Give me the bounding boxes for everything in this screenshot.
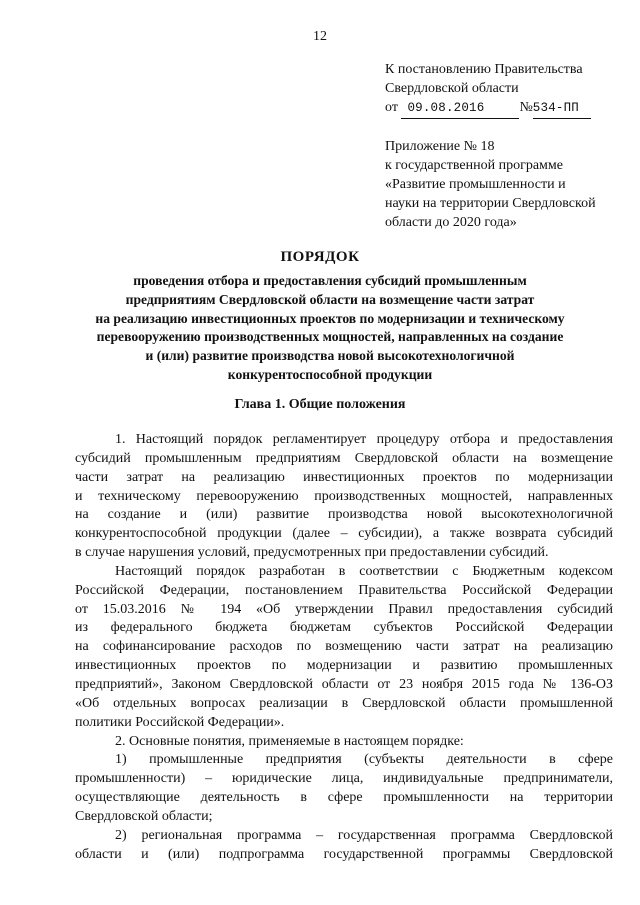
subtitle-line: на реализацию инвестиционных проектов по модернизации и техническому [95,310,565,326]
annex-line: «Развитие промышленности и [385,177,566,192]
paragraph-line: на создание и (или) развитие производства новой высокотехнологичной [75,507,613,523]
body-text [75,431,613,864]
annex-reference [385,137,625,232]
resolution-reference [385,60,625,119]
page-number: 12 [313,29,327,44]
paragraph-line: субсидий промышленным предприятиям Свердловской области на возмещение [75,450,613,466]
paragraph-line: Настоящий порядок разработан в соответствии с Бюджетным кодексом [115,563,613,579]
annex-line: области до 2020 года» [385,215,517,230]
paragraph-line: политики Российской Федерации». [75,714,285,730]
resolution-line-1: К постановлению Правительства [385,62,583,77]
paragraph-line: 2) региональная программа – государственная программа Свердловской [115,827,613,843]
paragraph [75,751,613,826]
subtitle-line: проведения отбора и предоставления субсидий промышленным [133,273,527,288]
resolution-number: 534-ПП [533,99,591,119]
paragraph-line: инвестиционных проектов по модернизации и развитию промышленных [75,658,613,674]
paragraph [75,733,613,752]
paragraph-line: части затрат на реализацию инвестиционных проектов по модернизации [75,469,613,485]
paragraph-line: предприятий», Законом Свердловской области от 23 ноября 2015 года № 136-ОЗ [75,676,613,692]
subtitle-line: конкурентоспособной продукции [227,366,433,382]
paragraph [75,827,613,865]
paragraph-line: 1. Настоящий порядок регламентирует процедуру отбора и предоставления [115,432,613,447]
subtitle-line: и (или) развитие производства новой высокотехнологичной [145,348,515,364]
resolution-date: 09.08.2016 [401,99,519,119]
paragraph-line: Свердловской области; [75,808,213,824]
annex-line: Приложение № 18 [385,139,495,154]
paragraph-line: «Об отдельных вопросах реализации в Свердловской области промышленной [75,695,613,711]
from-label: от [385,100,398,115]
subtitle-line: перевооружению производственных мощностей, направленных на создание [96,329,564,345]
paragraph-line: из федерального бюджета бюджетам субъектов Российской Федерации [75,620,613,636]
resolution-line-2: Свердловской области [385,81,519,96]
paragraph-line: в случае нарушения условий, предусмотренных при предоставлении субсидий. [75,545,549,561]
paragraph [75,431,613,563]
document-subtitle [60,272,600,385]
document-title: ПОРЯДОК [280,249,360,265]
paragraph-line: 2. Основные понятия, применяемые в настоящем порядке: [115,733,464,749]
subtitle-line: предприятиям Свердловской области на возмещение части затрат [125,291,535,307]
paragraph-line: на софинансирование расходов по возмещению части затрат на реализацию [75,639,613,655]
paragraph-line: промышленности) – юридические лица, индивидуальные предприниматели, [75,771,613,787]
paragraph-line: конкурентоспособной продукции (далее – субсидии), а также возврата субсидий [75,526,613,542]
paragraph [75,563,613,733]
paragraph-line: Российской Федерации, постановлением Правительства Российской Федерации [75,582,613,598]
resolution-date-line [385,98,625,119]
paragraph-line: 1) промышленные предприятия (субъекты деятельности в сфере [115,752,613,768]
paragraph-line: и техническому перевооружению производственных мощностей, направленных [75,488,613,504]
annex-line: к государственной программе [385,158,563,173]
chapter-heading: Глава 1. Общие положения [234,397,406,412]
number-label: № [519,100,533,115]
paragraph-line: осуществляющие деятельность в сфере промышленности на территории [75,790,613,806]
paragraph-line: от 15.03.2016 № 194 «Об утверждении Правил предоставления субсидий [75,601,613,617]
annex-line: науки на территории Свердловской [385,196,596,211]
paragraph-line: области и (или) подпрограмма государственной программы Свердловской [75,846,613,862]
